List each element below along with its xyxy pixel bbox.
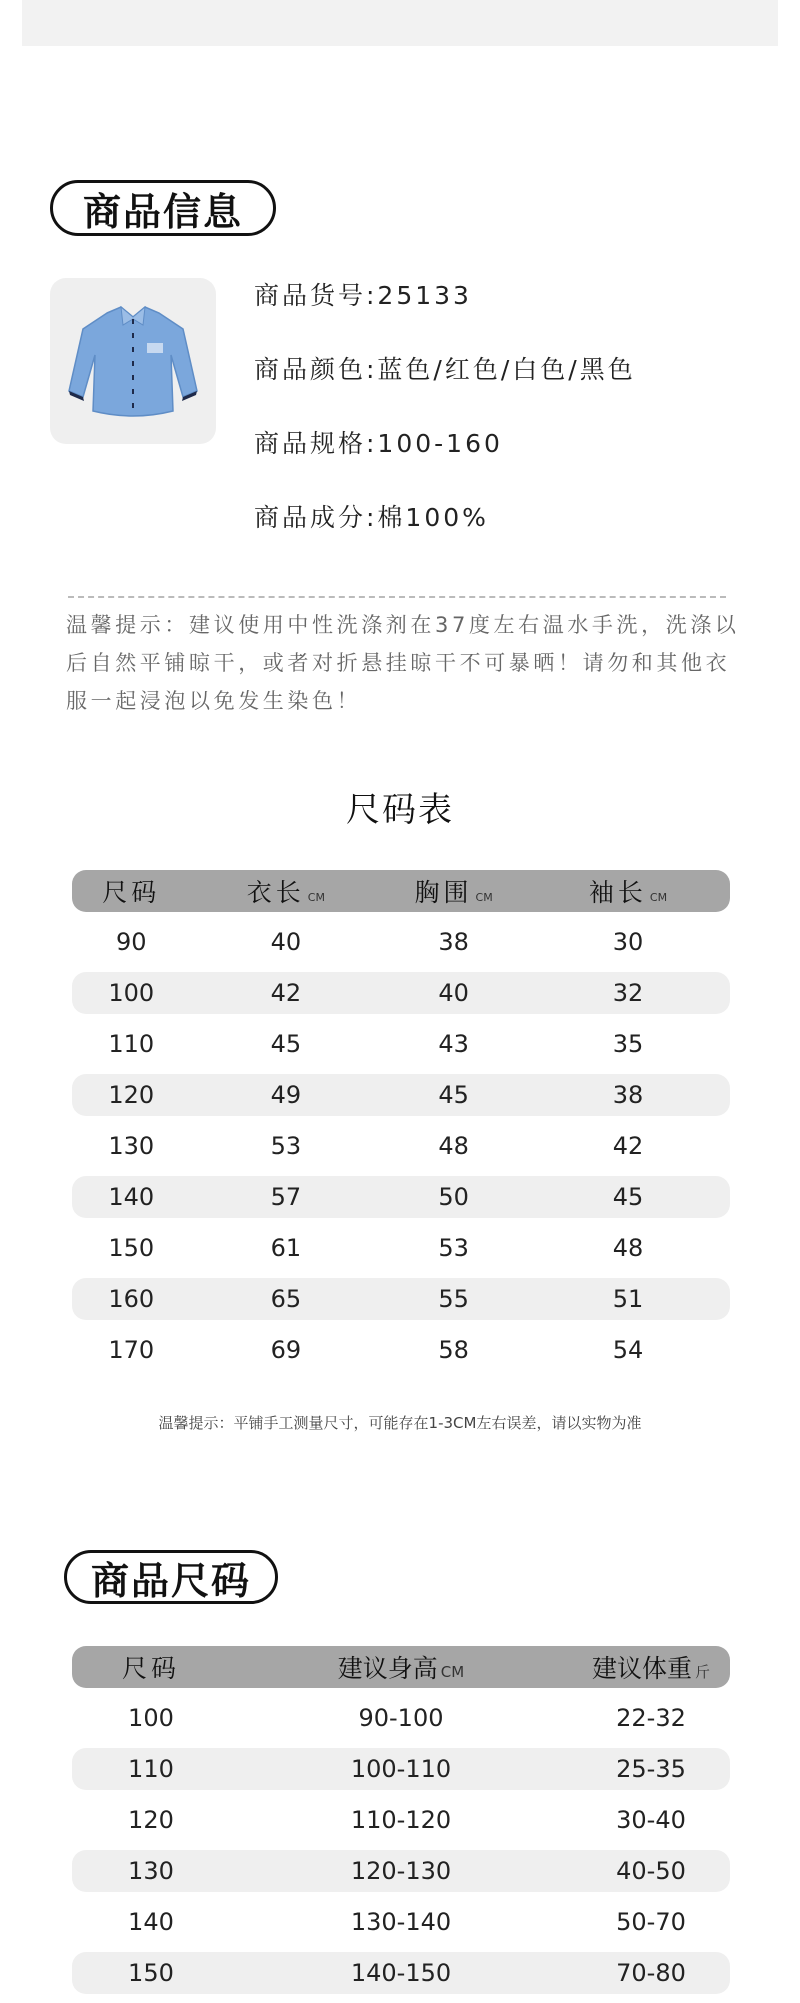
cell-size: 120 [128,1806,174,1834]
header-chest-label: 胸围 [414,878,473,907]
header-length-unit: CM [307,891,325,904]
recommended-size-header [72,1646,730,1688]
cell-size: 110 [108,1030,155,1058]
info-item-colors: 商品颜色:蓝色/红色/白色/黑色 [254,355,636,384]
measurement-note: 温馨提示：平铺手工测量尺寸，可能存在1-3CM左右误差，请以实物为准 [158,1414,642,1432]
table-row [72,1697,730,1739]
header-length [190,873,381,909]
cell-sleeve: 30 [612,928,644,956]
cell-length: 40 [270,928,302,956]
header-weight-label: 建议体重 [592,1654,693,1683]
cell-weight: 70-80 [616,1959,686,1987]
cell-weight: 25-35 [616,1755,686,1783]
cell-height: 130-140 [350,1908,452,1936]
info-item-material: 商品成分:棉100% [254,503,489,532]
header-size-label: 尺码 [102,878,161,907]
cell-chest: 45 [438,1081,469,1109]
header-weight [572,1649,730,1685]
header-length-label: 衣长 [246,878,305,907]
dashed-divider [68,596,726,598]
cell-size: 150 [128,1959,174,1987]
cell-size: 160 [108,1285,155,1313]
table-row [72,1901,730,1943]
header-sleeve-label: 袖长 [588,878,647,907]
table-row [72,1023,730,1065]
cell-sleeve: 48 [612,1234,644,1262]
cell-chest: 38 [438,928,469,956]
cell-weight: 30-40 [616,1806,686,1834]
header-sleeve [526,873,730,909]
info-item-spec: 商品规格:100-160 [254,429,503,458]
cell-length: 65 [270,1285,302,1313]
cell-size: 170 [108,1336,155,1364]
cell-sleeve: 51 [612,1285,644,1313]
cell-sleeve: 42 [612,1132,644,1160]
cell-chest: 58 [438,1336,469,1364]
cell-size: 130 [128,1857,174,1885]
header-size [72,873,190,909]
cell-weight: 40-50 [616,1857,686,1885]
size-chart-table [72,870,730,1380]
cell-weight: 22-32 [616,1704,686,1732]
table-row [72,1952,730,1994]
cell-length: 53 [270,1132,302,1160]
cell-height: 140-150 [350,1959,452,1987]
cell-size: 140 [128,1908,174,1936]
cell-chest: 43 [438,1030,469,1058]
cell-length: 45 [270,1030,302,1058]
cell-size: 110 [128,1755,174,1783]
size-chart-title: 尺码表 [346,790,454,830]
header-height [230,1649,572,1685]
cell-chest: 48 [438,1132,469,1160]
size-chart-header [72,870,730,912]
cell-height: 100-110 [350,1755,452,1783]
header-height-unit: CM [440,1663,465,1681]
table-row [72,921,730,963]
cell-chest: 40 [438,979,469,1007]
table-row [72,972,730,1014]
cell-length: 49 [270,1081,302,1109]
shirt-image [63,299,203,423]
cell-sleeve: 32 [612,979,644,1007]
header-chest-unit: CM [475,891,493,904]
table-row [72,1176,730,1218]
table-row [72,1125,730,1167]
table-row [72,1227,730,1269]
table-row [72,1329,730,1371]
section-title-product-size: 商品尺码 [64,1550,278,1604]
cell-size: 120 [108,1081,155,1109]
table-row [72,1074,730,1116]
cell-length: 61 [270,1234,302,1262]
cell-height: 110-120 [350,1806,452,1834]
table-row [72,1799,730,1841]
header-chest [381,873,526,909]
cell-length: 57 [270,1183,302,1211]
cell-chest: 53 [438,1234,469,1262]
header-sleeve-unit: CM [649,891,668,904]
cell-height: 90-100 [358,1704,444,1732]
cell-length: 69 [270,1336,302,1364]
header-size [72,1649,230,1685]
product-thumbnail[interactable] [50,278,216,444]
recommended-size-table [72,1646,730,2003]
cell-height: 120-130 [350,1857,452,1885]
table-row [72,1850,730,1892]
info-item-number: 商品货号:25133 [254,281,472,310]
cell-size: 150 [108,1234,155,1262]
header-weight-unit: 斤 [695,1663,711,1681]
cell-sleeve: 38 [612,1081,644,1109]
cell-chest: 50 [438,1183,469,1211]
header-height-label: 建议身高 [337,1654,438,1683]
table-row [72,1278,730,1320]
cell-size: 130 [108,1132,155,1160]
cell-sleeve: 35 [612,1030,644,1058]
cell-size: 100 [108,979,155,1007]
cell-sleeve: 54 [612,1336,644,1364]
section-title-product-info: 商品信息 [50,180,276,236]
header-size-label: 尺码 [121,1654,180,1683]
cell-length: 42 [270,979,302,1007]
care-tip: 温馨提示：建议使用中性洗涤剂在37度左右温水手洗，洗涤以后自然平铺晾干，或者对折悬挂晾干不可暴晒！请勿和其他衣服一起浸泡以免发生染色！ [66,613,740,713]
cell-chest: 55 [438,1285,469,1313]
cell-sleeve: 45 [612,1183,644,1211]
cell-size: 90 [115,928,147,956]
table-row [72,1748,730,1790]
top-band [22,0,778,46]
cell-size: 100 [128,1704,174,1732]
cell-weight: 50-70 [616,1908,686,1936]
cell-size: 140 [108,1183,155,1211]
